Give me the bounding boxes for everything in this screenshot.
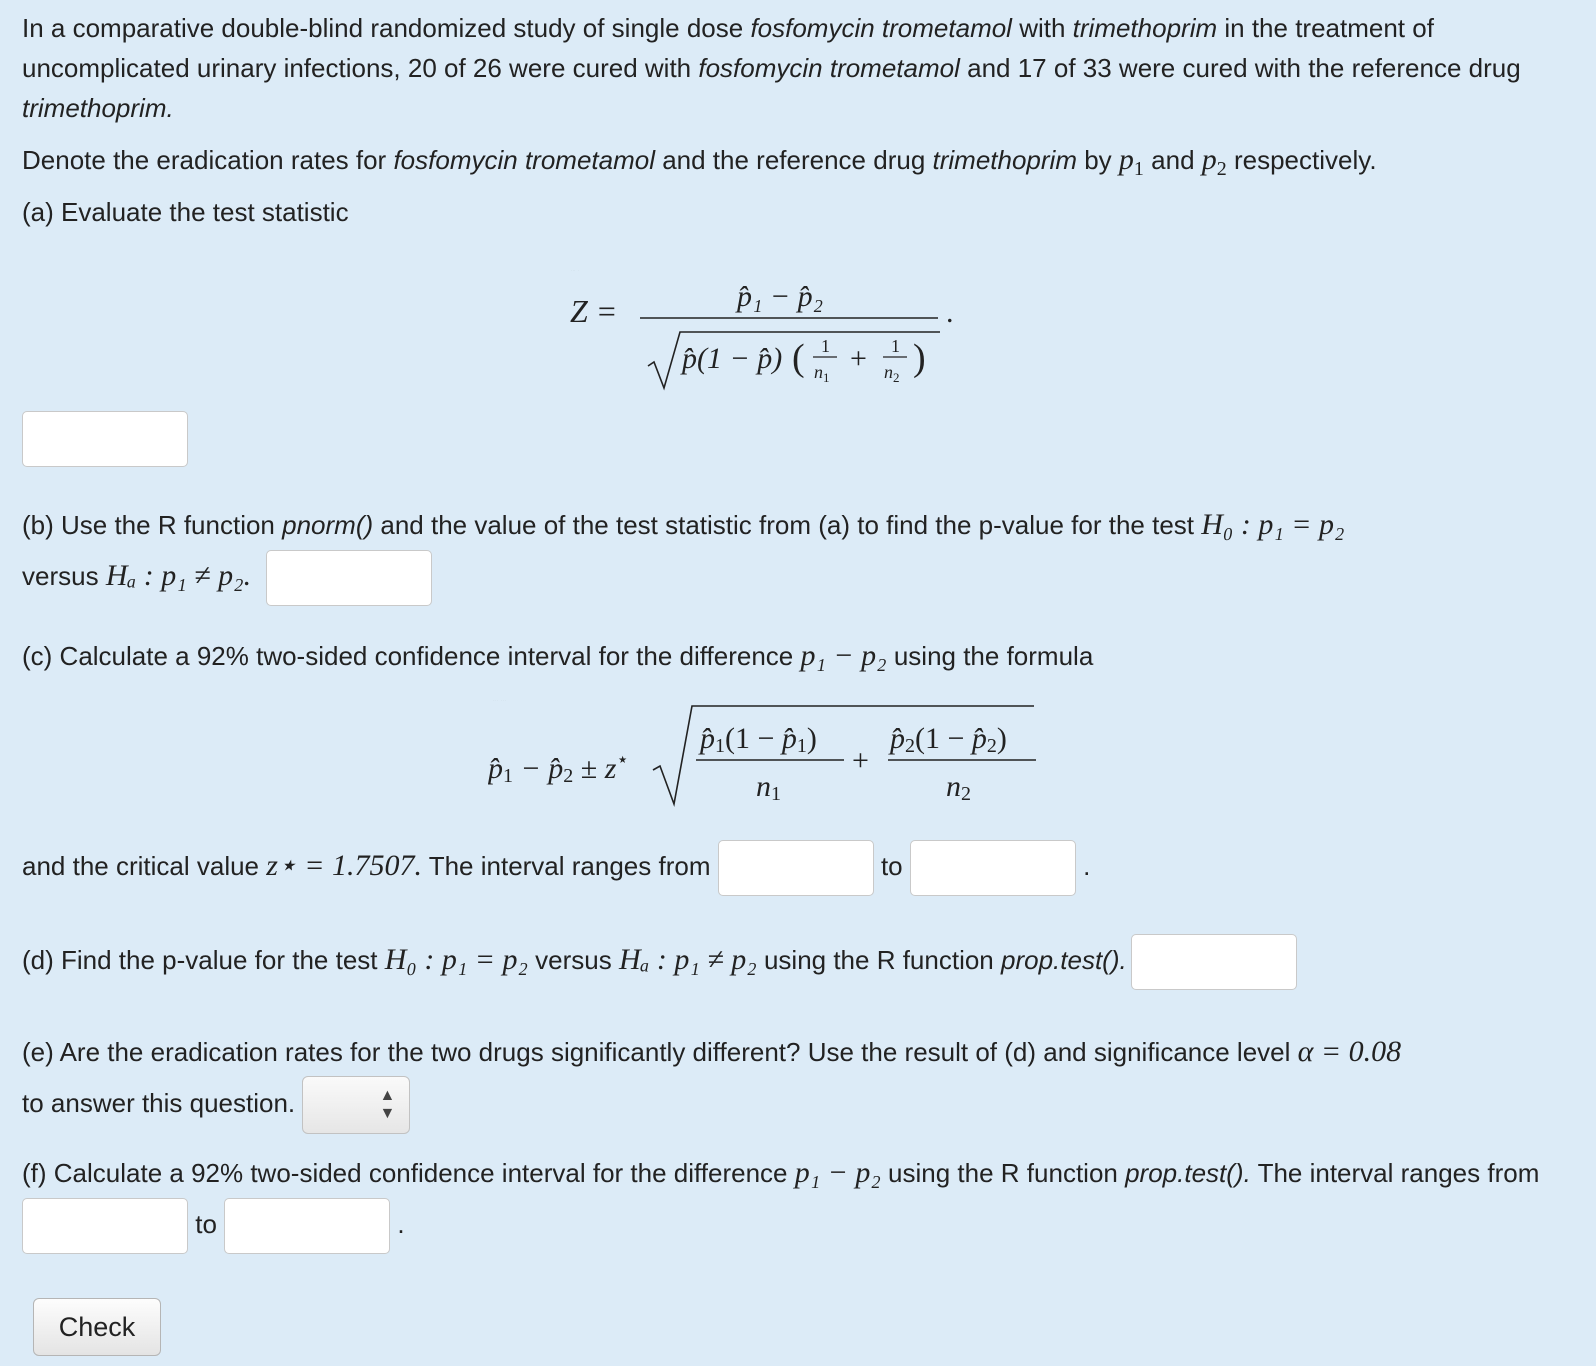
formula-numerator: p̂₁ − p̂₂	[737, 280, 824, 313]
svg-text:p̂1(1 − p̂1): p̂1(1 − p̂1)	[700, 722, 817, 757]
z-symbol: Z =	[570, 293, 618, 329]
part-b-answer-input[interactable]	[266, 550, 432, 606]
svg-text:n2: $n_2$	[884, 362, 900, 385]
part-c-lower-input[interactable]	[718, 840, 874, 896]
part-d-paragraph: (d) Find the p-value for the test H₀ : p₁ = p₂ versus Hₐ : p₁ ≠ p₂ using the R function prop.test().	[22, 934, 1297, 990]
test-statistic-formula	[570, 270, 970, 411]
part-c-interval-line: and the critical value z⋆ = 1.7507. The interval ranges from to .	[22, 840, 1090, 896]
svg-text:): )	[913, 337, 926, 379]
svg-text:1: 1	[891, 336, 900, 356]
svg-text:+: +	[852, 744, 869, 777]
svg-text:+: +	[850, 342, 867, 375]
part-f-paragraph: (f) Calculate a 92% two-sided confidence interval for the difference p₁ − p₂ using the R function prop.test(). The interval ranges from to .	[22, 1148, 1582, 1254]
svg-text:n1: $n_1$	[814, 362, 830, 385]
part-c-upper-input[interactable]	[910, 840, 1076, 896]
svg-text:1: 1	[821, 336, 830, 356]
svg-text:n1: n1	[756, 770, 781, 805]
part-b-paragraph: (b) Use the R function pnorm() and the value of the test statistic from (a) to find the p-value for the test H₀ : p₁ = p₂ versus Hₐ : p₁ ≠ p₂.	[22, 500, 1572, 606]
part-e-paragraph: (e) Are the eradication rates for the two drugs significantly different? Use the result of (d) and significance level α = 0.08 to answer this question. ▲ ▼	[22, 1028, 1582, 1134]
select-arrows-icon: ▲ ▼	[379, 1087, 396, 1122]
part-e-answer-select[interactable]	[302, 1076, 410, 1134]
denote-paragraph: Denote the eradication rates for fosfomycin trometamol and the reference drug trimethoprim by $p_1$ and $p_2$ respectively.	[22, 143, 1377, 180]
check-button[interactable]: Check	[33, 1298, 161, 1356]
svg-text:n2: n2	[946, 770, 971, 805]
part-f-lower-input[interactable]	[22, 1198, 188, 1254]
formula-denominator: √p̂(1 − p̂) (1/n₁ + 1/n₂)	[570, 270, 580, 271]
svg-text:(: (	[792, 337, 805, 379]
part-a-answer-input[interactable]	[22, 411, 188, 467]
part-f-upper-input[interactable]	[224, 1198, 390, 1254]
part-d-answer-input[interactable]	[1131, 934, 1297, 990]
confidence-interval-formula	[488, 700, 1048, 831]
svg-text:.: .	[946, 296, 954, 329]
svg-text:p̂1 − p̂2 ± z⋆: p̂1 − p̂2 ± z⋆	[488, 749, 629, 787]
svg-text:p̂2(1 − p̂2): p̂2(1 − p̂2)	[890, 722, 1007, 757]
intro-paragraph: In a comparative double-blind randomized study of single dose fosfomycin trometamol with trimethoprim in the treatment of uncomplicated urinary infections, 20 of 26 were cured with fosfomycin trometamol and 17 of 33 were cured with the reference drug trimethoprim.	[22, 13, 1521, 123]
ci-formula-text: p̂₁ − p̂₂ ± z⋆ √(p̂₁(1 − p̂₁)/n₁ + p̂₂(1 − p̂₂)/n₂)	[488, 700, 506, 701]
part-c-paragraph: (c) Calculate a 92% two-sided confidence interval for the difference p₁ − p₂ using the formula	[22, 639, 1094, 672]
svg-text:p̂(1 − p̂): p̂(1 − p̂)	[682, 342, 783, 375]
part-a-label: (a) Evaluate the test statistic	[22, 197, 349, 227]
